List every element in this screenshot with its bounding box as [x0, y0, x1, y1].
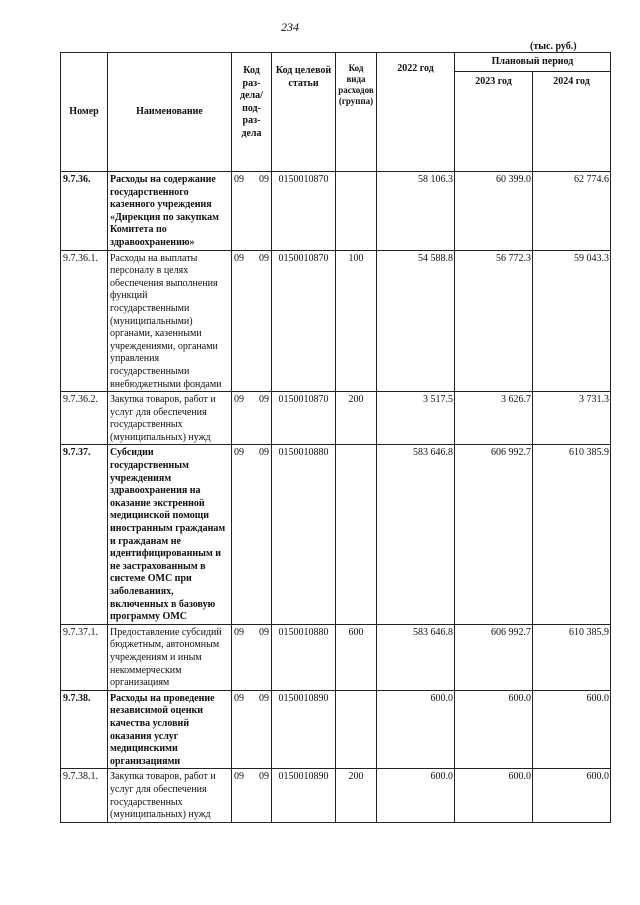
row-value-2023: 606 992.7: [455, 624, 533, 690]
table-row: [61, 445, 611, 624]
row-number: 9.7.36.: [61, 172, 108, 251]
row-section-code: 09 09: [232, 769, 272, 822]
table-row: [61, 690, 611, 769]
row-value-2022: 58 106.3: [377, 172, 455, 251]
row-value-2024: 610 385.9: [533, 624, 611, 690]
row-section-code: 09 09: [232, 172, 272, 251]
row-name: Расходы на выплаты персоналу в целях обеспечения выполнения функций государственными (муниципальными) органами, казенными учреждениями, органами управления государственными внебюджетными фондами: [108, 250, 232, 392]
row-number: 9.7.36.1.: [61, 250, 108, 392]
row-target-code: 0150010890: [272, 769, 336, 822]
row-value-2022: 583 646.8: [377, 624, 455, 690]
row-value-2022: 583 646.8: [377, 445, 455, 624]
header-2024: 2024 год: [533, 72, 611, 172]
page-number: 234: [281, 20, 299, 34]
row-value-2023: 56 772.3: [455, 250, 533, 392]
row-value-2023: 3 626.7: [455, 392, 533, 445]
row-value-2022: 600.0: [377, 769, 455, 822]
header-target-code: Код целевой статьи: [272, 53, 336, 172]
row-value-2023: 60 399.0: [455, 172, 533, 251]
row-value-2023: 600.0: [455, 769, 533, 822]
row-value-2024: 610 385.9: [533, 445, 611, 624]
row-value-2024: 3 731.3: [533, 392, 611, 445]
row-number: 9.7.38.: [61, 690, 108, 769]
header-expense-type: Код вида расходов (группа): [336, 53, 377, 172]
row-name: Расходы на содержание государственного казенного учреждения «Дирекция по закупкам Комитета по здравоохранению»: [108, 172, 232, 251]
row-value-2023: 600.0: [455, 690, 533, 769]
row-section-code: 09 09: [232, 690, 272, 769]
row-name: Субсидии государственным учреждениям здравоохранения на оказание экстренной медицинской помощи иностранным гражданам и гражданам не идентифицированным и не застрахованным в системе ОМС при заболеваниях, включенных в базовую программу ОМС: [108, 445, 232, 624]
row-expense-type: [336, 445, 377, 624]
row-value-2024: 600.0: [533, 769, 611, 822]
row-name: Закупка товаров, работ и услуг для обеспечения государственных (муниципальных) нужд: [108, 769, 232, 822]
row-value-2024: 62 774.6: [533, 172, 611, 251]
table-row: [61, 769, 611, 822]
row-name: Закупка товаров, работ и услуг для обеспечения государственных (муниципальных) нужд: [108, 392, 232, 445]
row-value-2022: 600.0: [377, 690, 455, 769]
row-section-code: 09 09: [232, 445, 272, 624]
units-label: (тыс. руб.): [530, 41, 577, 52]
row-expense-type: 200: [336, 769, 377, 822]
row-name: Расходы на проведение независимой оценки качества условий оказания услуг медицинскими организациями: [108, 690, 232, 769]
row-target-code: 0150010880: [272, 624, 336, 690]
row-section-code: 09 09: [232, 624, 272, 690]
table-row: [61, 624, 611, 690]
row-expense-type: [336, 690, 377, 769]
row-number: 9.7.37.: [61, 445, 108, 624]
row-value-2024: 59 043.3: [533, 250, 611, 392]
header-2023: 2023 год: [455, 72, 533, 172]
row-value-2022: 54 588.8: [377, 250, 455, 392]
table-row: [61, 250, 611, 392]
row-section-code: 09 09: [232, 250, 272, 392]
row-target-code: 0150010880: [272, 445, 336, 624]
row-expense-type: 600: [336, 624, 377, 690]
row-target-code: 0150010890: [272, 690, 336, 769]
header-section-code: Код раз-дела/ под-раз-дела: [232, 53, 272, 172]
header-number: Номер: [61, 53, 108, 172]
row-name: Предоставление субсидий бюджетным, автономным учреждениям и иным некоммерческим организациям: [108, 624, 232, 690]
row-number: 9.7.37.1.: [61, 624, 108, 690]
header-planned-period: Плановый период: [455, 53, 611, 72]
row-target-code: 0150010870: [272, 250, 336, 392]
row-expense-type: 100: [336, 250, 377, 392]
row-target-code: 0150010870: [272, 392, 336, 445]
row-target-code: 0150010870: [272, 172, 336, 251]
table-row: [61, 172, 611, 251]
row-number: 9.7.38.1.: [61, 769, 108, 822]
row-value-2022: 3 517.5: [377, 392, 455, 445]
header-2022: 2022 год: [377, 53, 455, 172]
table-row: [61, 392, 611, 445]
row-value-2024: 600.0: [533, 690, 611, 769]
row-expense-type: [336, 172, 377, 251]
row-section-code: 09 09: [232, 392, 272, 445]
row-value-2023: 606 992.7: [455, 445, 533, 624]
row-expense-type: 200: [336, 392, 377, 445]
row-number: 9.7.36.2.: [61, 392, 108, 445]
budget-table: [60, 52, 611, 823]
header-name: Наименование: [108, 53, 232, 172]
